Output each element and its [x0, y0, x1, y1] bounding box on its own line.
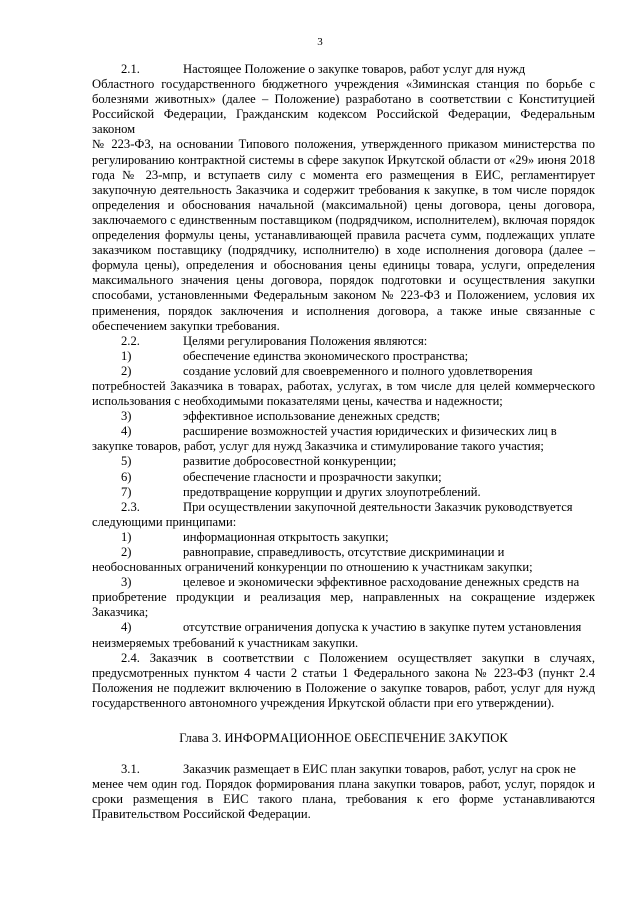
clause-text: При осуществлении закупочной деятельности Заказчик руководствуется [183, 499, 573, 514]
item-text: предотвращение коррупции и других злоупотреблений. [183, 484, 481, 499]
clause-2-2 [92, 334, 595, 349]
clause-text: Целями регулирования Положения являются: [183, 333, 428, 348]
list-item [92, 364, 595, 379]
clause-3-1-body: менее чем один год. Порядок формирования плана закупки товаров, работ, услуг, порядок и сроки размещения в ЕИС такого плана, требования к его форме устанавливаются Правительством Российской Федерации. [92, 777, 595, 822]
list-item [92, 485, 595, 500]
goals-list [92, 349, 595, 500]
item-number: 4) [121, 620, 132, 635]
list-item [92, 349, 595, 364]
item-text-cont: приобретение продукции и реализация мер, направленных на сокращение издержек Заказчика; [92, 590, 595, 620]
clause-2-1-body-cont: № 223-ФЗ, на основании Типового положения, утвержденного приказом министерства по регулированию контрактной системы в сфере закупок Иркутской области от «29» июня 2018 года № 23-мпр, и вступаетв силу с момента его размещения в ЕИС, регламентирует закупочную деятельность Заказчика и содержит требования к закупке, в том числе порядок определения и обоснования начальной (максимальной) цены договора, цены договора, заключаемого с единственным поставщиком (подрядчиком, исполнителем), включая порядок определения формулы цены, устанавливающей правила расчета сумм, подлежащих уплате заказчиком поставщику (подрядчику, исполнителю) в ходе исполнения договора (далее – формула цены), определения и обоснования цены единицы товара, услуги, определения максимального значения цены договора, порядок подготовки и осуществления закупки способами, установленными Федеральным законом № 223-ФЗ и Положением, условия их применения, порядок заключения и исполнения договора, а также иные связанные с обеспечением закупки требования. [92, 137, 595, 333]
item-text-cont: закупке товаров, работ, услуг для нужд Заказчика и стимулирование такого участия; [92, 439, 544, 454]
list-item [92, 409, 595, 424]
item-text: развитие добросовестной конкуренции; [183, 454, 397, 469]
list-item [92, 454, 595, 469]
item-text: обеспечение единства экономического пространства; [183, 348, 469, 363]
item-text: целевое и экономически эффективное расходование денежных средств на [183, 575, 580, 590]
item-text: расширение возможностей участия юридических и физических лиц в [183, 424, 557, 439]
clause-2-1-body: Областного государственного бюджетного учреждения «Зиминская станция по борьбе с болезнями животных» (далее – Положение) разработано в соответствии с Конституцией Российской Федерации, Гражданским кодексом Российской Федерации, Федеральным законом [92, 77, 595, 137]
list-item [92, 620, 595, 635]
item-number: 1) [121, 348, 132, 363]
item-number: 2) [121, 363, 132, 378]
item-number: 6) [121, 469, 132, 484]
item-text: эффективное использование денежных средств; [183, 409, 441, 424]
clause-2-4: 2.4. Заказчик в соответствии с Положением осуществляет закупки в случаях, предусмотренных пунктом 4 части 2 статьи 1 Федерального закона № 223-ФЗ (пункт 2.4 Положения не подлежит включению в Положение о закупке товаров, работ, услуг для нужд государственного автономного учреждения Иркутской области при его утверждении). [92, 650, 595, 710]
item-number: 3) [121, 575, 132, 590]
item-text: обеспечение гласности и прозрачности закупки; [183, 469, 442, 484]
list-item [92, 470, 595, 485]
item-number: 3) [121, 409, 132, 424]
principles-list [92, 530, 595, 651]
page-number: 3 [317, 36, 323, 48]
item-text: равноправие, справедливость, отсутствие дискриминации и [183, 545, 505, 559]
clause-2-3-cont: следующими принципами: [92, 514, 237, 529]
clause-2-1 [92, 62, 595, 77]
item-text-cont: потребностей Заказчика в товарах, работах, услугах, в том числе для целей коммерческого использования с необходимыми показателями цены, качества и надежности; [92, 378, 595, 409]
item-text: создание условий для своевременного и полного удовлетворения [183, 363, 533, 378]
clause-number: 2.1. [121, 62, 140, 76]
list-item [92, 424, 595, 439]
chapter-heading: Глава 3. ИНФОРМАЦИОННОЕ ОБЕСПЕЧЕНИЕ ЗАКУПОК [179, 731, 508, 746]
clause-text: Настоящее Положение о закупке товаров, работ услуг для нужд [183, 62, 526, 76]
item-text-cont: неизмеряемых требований к участникам закупки. [92, 635, 359, 650]
clause-number: 2.3. [121, 499, 140, 514]
list-item [92, 575, 595, 590]
item-number: 5) [121, 454, 132, 469]
item-number: 1) [121, 529, 132, 544]
clause-3-1 [92, 762, 595, 777]
item-number: 7) [121, 484, 132, 499]
list-item [92, 545, 595, 560]
item-text: отсутствие ограничения допуска к участию в закупке путем установления [183, 620, 582, 635]
item-text-cont: необоснованных ограничений конкуренции по отношению к участникам закупки; [92, 560, 533, 575]
item-text: информационная открытость закупки; [183, 529, 389, 544]
clause-number: 2.2. [121, 333, 140, 348]
clause-2-3 [92, 500, 595, 515]
document-body [92, 62, 595, 823]
item-number: 2) [121, 545, 132, 559]
item-number: 4) [121, 424, 132, 439]
clause-text: Заказчик размещает в ЕИС план закупки товаров, работ, услуг на срок не [183, 762, 576, 777]
list-item [92, 530, 595, 545]
clause-number: 3.1. [121, 762, 140, 777]
